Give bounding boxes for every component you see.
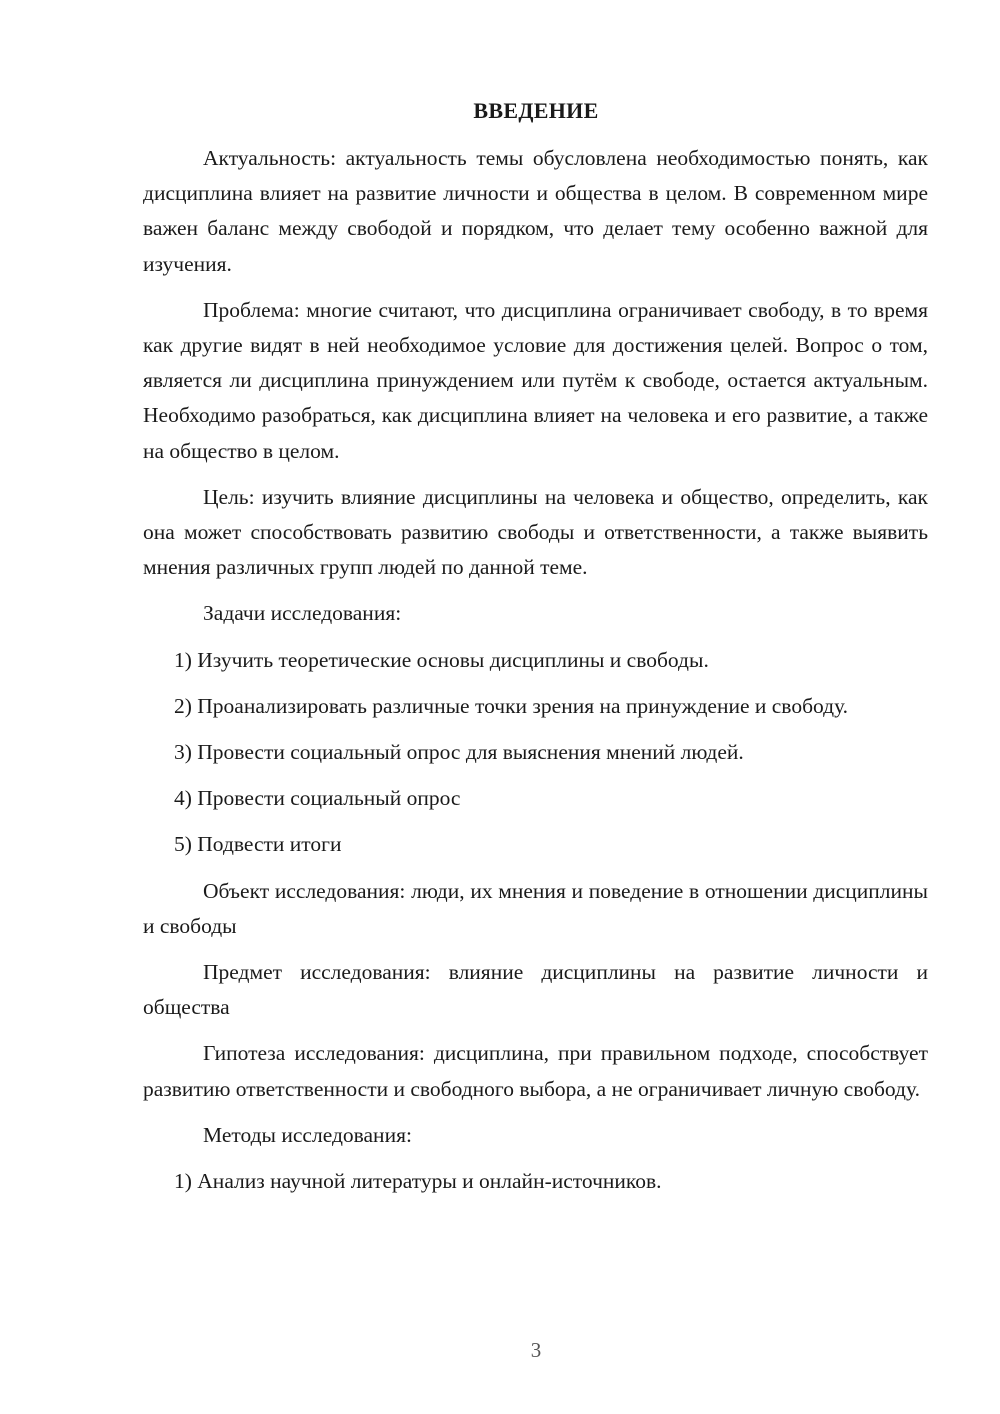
task-item-2: 2) Проанализировать различные точки зрения на принуждение и свободу. <box>174 693 849 718</box>
document-body <box>143 141 928 1210</box>
paragraph-goal: Цель: изучить влияние дисциплины на человека и общество, определить, как она может способствовать развитию свободы и ответственности, а также выявить мнения различных групп людей по данной теме. <box>143 484 928 580</box>
page-number: 3 <box>530 1338 542 1362</box>
paragraph-object: Объект исследования: люди, их мнения и поведение в отношении дисциплины и свободы <box>143 878 928 938</box>
paragraph-relevance: Актуальность: актуальность темы обусловлена необходимостью понять, как дисциплина влияет на развитие личности и общества в целом. В современном мире важен баланс между свободой и порядком, что делает тему особенно важной для изучения. <box>143 146 928 276</box>
paragraph-tasks-heading: Задачи исследования: <box>203 601 402 626</box>
method-item-1: 1) Анализ научной литературы и онлайн-источников. <box>174 1169 662 1194</box>
paragraph-methods-heading: Методы исследования: <box>203 1122 412 1147</box>
section-title: ВВЕДЕНИЕ <box>473 98 599 123</box>
task-item-1: 1) Изучить теоретические основы дисциплины и свободы. <box>174 647 709 672</box>
task-item-5: 5) Подвести итоги <box>174 832 342 857</box>
task-item-3: 3) Провести социальный опрос для выяснения мнений людей. <box>174 740 744 765</box>
paragraph-hypothesis: Гипотеза исследования: дисциплина, при правильном подходе, способствует развитию ответственности и свободного выбора, а не ограничивает личную свободу. <box>143 1041 928 1101</box>
task-item-4: 4) Провести социальный опрос <box>174 786 461 811</box>
paragraph-subject: Предмет исследования: влияние дисциплины на развитие личности и общества <box>143 960 928 1020</box>
paragraph-problem: Проблема: многие считают, что дисциплина ограничивает свободу, в то время как другие видят в ней необходимое условие для достижения целей. Вопрос о том, является ли дисциплина принуждением или путём к свободе, остается актуальным. Необходимо разобраться, как дисциплина влияет на человека и его развитие, а также на общество в целом. <box>143 297 928 463</box>
